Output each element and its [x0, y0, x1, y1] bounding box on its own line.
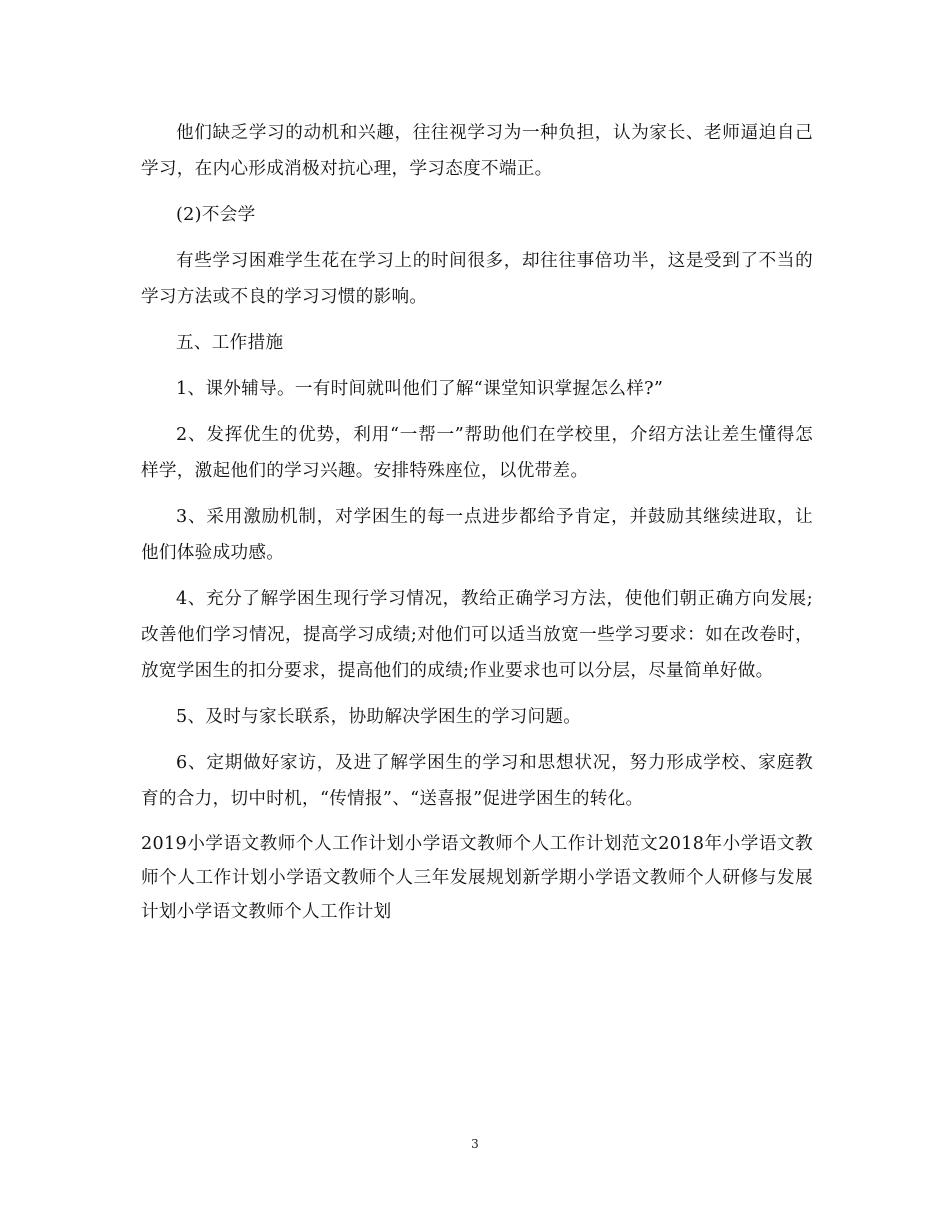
measure-item-4: 4、充分了解学困生现行学习情况，教给正确学习方法，使他们朝正确方向发展;改善他们学习情况，提高学习成绩;对他们可以适当放宽一些学习要求：如在改卷时，放宽学困生的扣分要求，提高他们的成绩;作业要求也可以分层，尽量简单好做。 [141, 589, 813, 681]
paragraph-learning-methods: 有些学习困难学生花在学习上的时间很多，却往往事倍功半，这是受到了不当的学习方法或不良的学习习惯的影响。 [141, 251, 813, 307]
measure-item-5: 5、及时与家长联系，协助解决学困生的学习问题。 [176, 707, 582, 727]
measure-item-1: 1、课外辅导。一有时间就叫他们了解“课堂知识掌握怎么样?” [176, 379, 664, 399]
page-number: 3 [471, 1137, 479, 1151]
paragraph-motivation: 他们缺乏学习的动机和兴趣，往往视学习为一种负担，认为家长、老师逼迫自己学习，在内心形成消极对抗心理，学习态度不端正。 [141, 123, 813, 179]
measure-item-3: 3、采用激励机制，对学困生的每一点进步都给予肯定，并鼓励其继续进取，让他们体验成功感。 [141, 507, 813, 563]
section-heading-measures: 五、工作措施 [176, 333, 284, 353]
measure-item-2: 2、发挥优生的优势，利用“一帮一”帮助他们在学校里，介绍方法让差生懂得怎样学，激起他们的学习兴趣。安排特殊座位，以优带差。 [141, 425, 813, 481]
document-body [141, 115, 813, 929]
related-documents-text: 2019小学语文教师个人工作计划小学语文教师个人工作计划范文2018年小学语文教师个人工作计划小学语文教师个人三年发展规划新学期小学语文教师个人研修与发展计划小学语文教师个人工作计划 [141, 834, 813, 922]
measure-item-6: 6、定期做好家访，及进了解学困生的学习和思想状况，努力形成学校、家庭教育的合力，切中时机，“传情报”、“送喜报”促进学困生的转化。 [141, 753, 813, 809]
subheading-cannot-learn: (2)不会学 [176, 205, 256, 225]
